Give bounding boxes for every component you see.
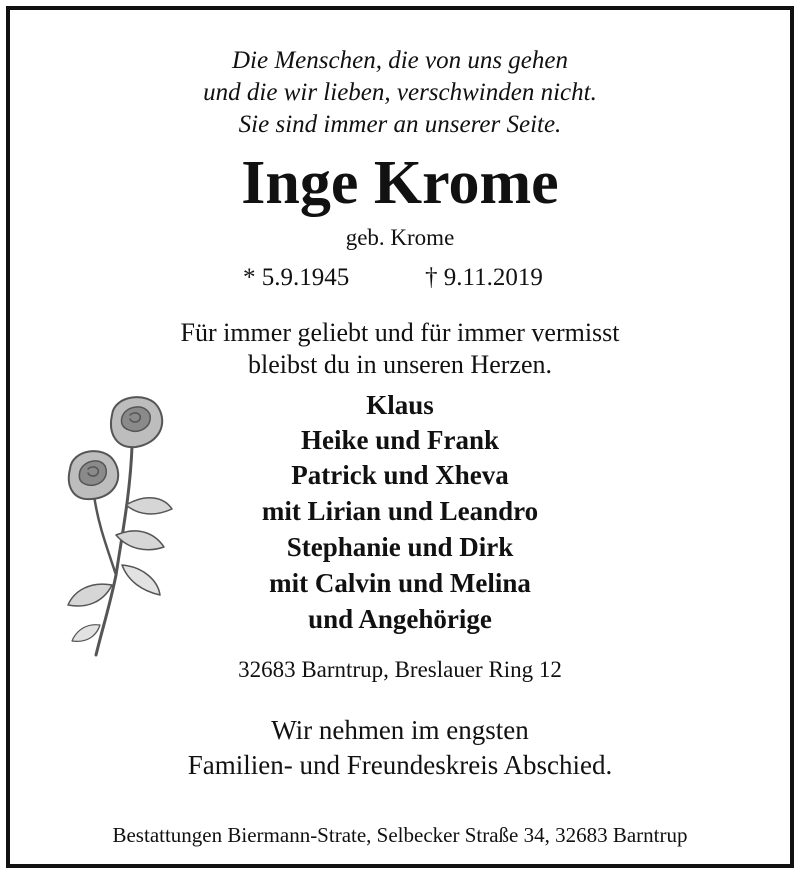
mourner-line: mit Calvin und Melina	[269, 568, 531, 598]
farewell-line: Wir nehmen im engsten	[271, 715, 529, 745]
birth-name: geb. Krome	[345, 225, 455, 250]
deceased-name: Inge Krome	[241, 149, 559, 217]
mourner-line: und Angehörige	[308, 604, 492, 634]
mourner-line: Stephanie und Dirk	[286, 532, 514, 562]
motto-line: Sie sind immer an unserer Seite.	[238, 111, 562, 138]
motto-line: und die wir lieben, verschwinden nicht.	[203, 79, 597, 106]
death-date: † 9.11.2019	[425, 264, 543, 291]
birth-date: * 5.9.1945	[243, 264, 350, 291]
address: 32683 Barntrup, Breslauer Ring 12	[238, 657, 562, 682]
verse-line: Für immer geliebt und für immer vermisst	[180, 318, 620, 347]
motto-line: Die Menschen, die von uns gehen	[232, 47, 568, 74]
life-dates	[0, 265, 800, 295]
mourner-line: Patrick und Xheva	[291, 460, 509, 490]
verse-line: bleibst du in unseren Herzen.	[248, 350, 552, 379]
undertaker-info: Bestattungen Biermann-Strate, Selbecker Straße 34, 32683 Barntrup	[112, 823, 688, 847]
rose-icon	[52, 385, 192, 665]
mourner-line: Klaus	[366, 390, 434, 420]
farewell-line: Familien- und Freundeskreis Abschied.	[187, 750, 613, 780]
mourner-line: Heike und Frank	[300, 425, 500, 455]
mourner-line: mit Lirian und Leandro	[261, 496, 539, 526]
